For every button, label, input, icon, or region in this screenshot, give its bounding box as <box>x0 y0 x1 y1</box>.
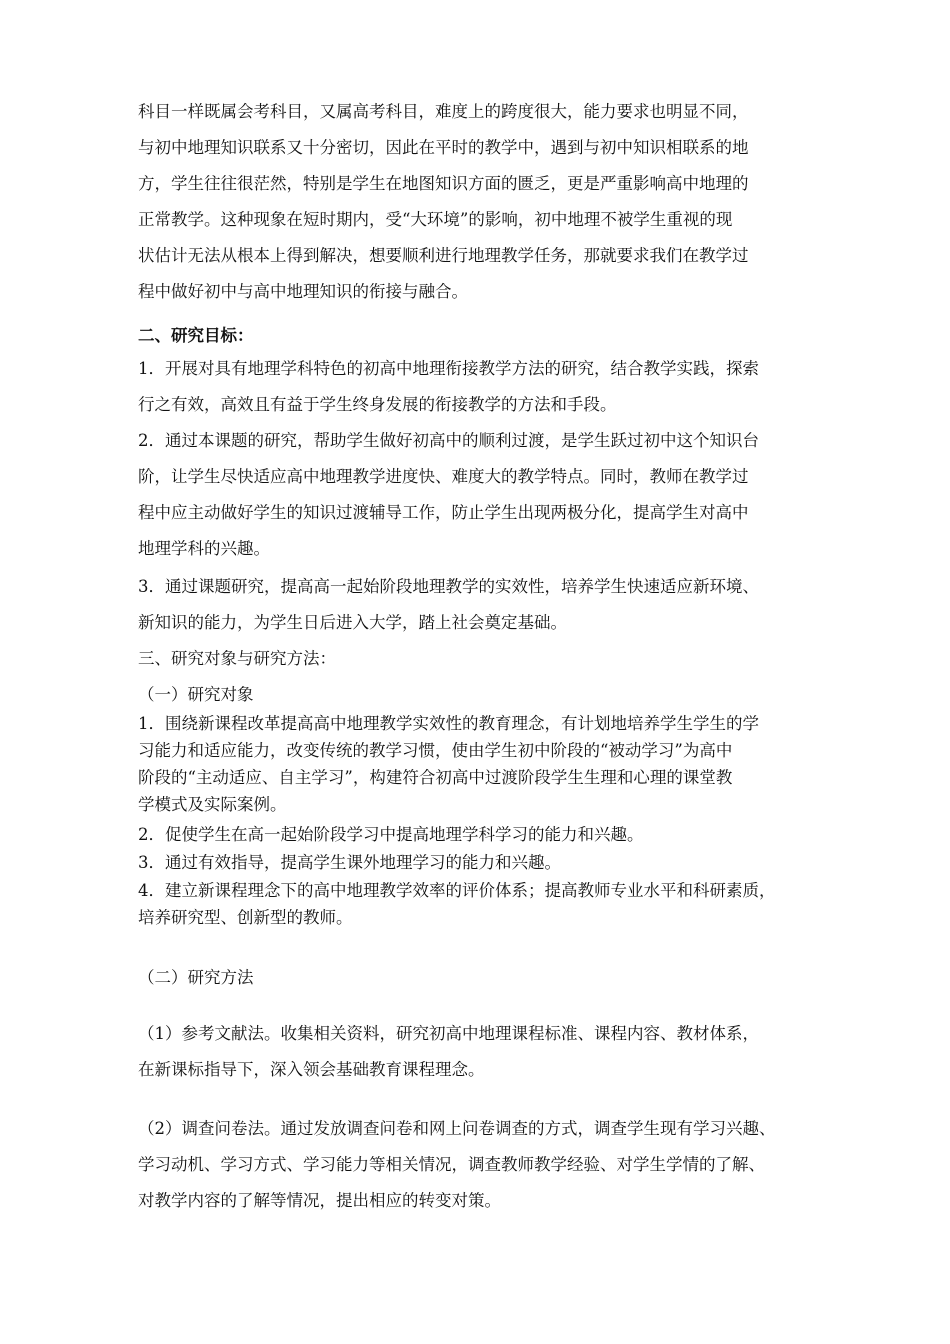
subsection-heading: （一）研究对象 <box>138 685 254 704</box>
objective-4 <box>138 877 818 931</box>
intro-paragraph <box>138 94 818 310</box>
text-line: （2）调查问卷法。通过发放调查问卷和网上问卷调查的方式，调查学生现有学习兴趣、 <box>138 1119 776 1138</box>
text-line: 行之有效，高效且有益于学生终身发展的衔接教学的方法和手段。 <box>138 395 617 414</box>
text-line: 程中应主动做好学生的知识过渡辅导工作，防止学生出现两极分化，提高学生对高中 <box>138 503 749 522</box>
method-2 <box>138 1111 818 1219</box>
objective-3: 3．通过有效指导，提高学生课外地理学习的能力和兴趣。 <box>138 853 561 872</box>
objective-1 <box>138 710 818 818</box>
subsection-heading: （二）研究方法 <box>138 968 254 987</box>
text-line: （1）参考文献法。收集相关资料，研究初高中地理课程标准、课程内容、教材体系， <box>138 1024 759 1043</box>
text-line: 与初中地理知识联系又十分密切，因此在平时的教学中，遇到与初中知识相联系的地 <box>138 138 749 157</box>
text-line: 3．通过课题研究，提高高一起始阶段地理教学的实效性，培养学生快速适应新环境、 <box>138 577 759 596</box>
text-line: 阶，让学生尽快适应高中地理教学进度快、难度大的教学特点。同时，教师在教学过 <box>138 467 749 486</box>
method-1 <box>138 1016 818 1088</box>
text-line: 阶段的“主动适应、自主学习”，构建符合初高中过渡阶段学生生理和心理的课堂教 <box>138 768 733 787</box>
text-line: 程中做好初中与高中地理知识的衔接与融合。 <box>138 282 468 301</box>
text-line: 方，学生往往很茫然，特别是学生在地图知识方面的匮乏，更是严重影响高中地理的 <box>138 174 749 193</box>
text-line: 1．围绕新课程改革提高高中地理教学实效性的教育理念，有计划地培养学生学生的学 <box>138 714 759 733</box>
text-line: 学模式及实际案例。 <box>138 795 287 814</box>
section3-heading: 三、研究对象与研究方法： <box>138 649 336 668</box>
text-line: 培养研究型、创新型的教师。 <box>138 908 353 927</box>
text-line: 1．开展对具有地理学科特色的初高中地理衔接教学方法的研究，结合教学实践，探索 <box>138 359 759 378</box>
text-line: 对教学内容的了解等情况，提出相应的转变对策。 <box>138 1191 501 1210</box>
text-line: 4．建立新课程理念下的高中地理教学效率的评价体系；提高教师专业水平和科研素质， <box>138 881 776 900</box>
text-line: 状估计无法从根本上得到解决，想要顺利进行地理教学任务，那就要求我们在教学过 <box>138 246 749 265</box>
text-line: 在新课标指导下，深入领会基础教育课程理念。 <box>138 1060 485 1079</box>
section2-heading: 二、研究目标： <box>138 326 254 345</box>
text-line: 科目一样既属会考科目，又属高考科目，难度上的跨度很大，能力要求也明显不同， <box>138 102 749 121</box>
text-line: 新知识的能力，为学生日后进入大学，踏上社会奠定基础。 <box>138 613 567 632</box>
goal-3 <box>138 569 818 641</box>
goal-1 <box>138 351 818 423</box>
text-line: 正常教学。这种现象在短时期内，受“大环境”的影响，初中地理不被学生重视的现 <box>138 210 733 229</box>
text-line: 地理学科的兴趣。 <box>138 539 270 558</box>
text-line: 2．通过本课题的研究，帮助学生做好初高中的顺利过渡，是学生跃过初中这个知识台 <box>138 431 759 450</box>
text-line: 学习动机、学习方式、学习能力等相关情况，调查教师教学经验、对学生学情的了解、 <box>138 1155 765 1174</box>
text-line: 习能力和适应能力，改变传统的教学习惯，使由学生初中阶段的“被动学习”为高中 <box>138 741 733 760</box>
objective-2: 2．促使学生在高一起始阶段学习中提高地理学科学习的能力和兴趣。 <box>138 825 644 844</box>
goal-2 <box>138 423 818 567</box>
